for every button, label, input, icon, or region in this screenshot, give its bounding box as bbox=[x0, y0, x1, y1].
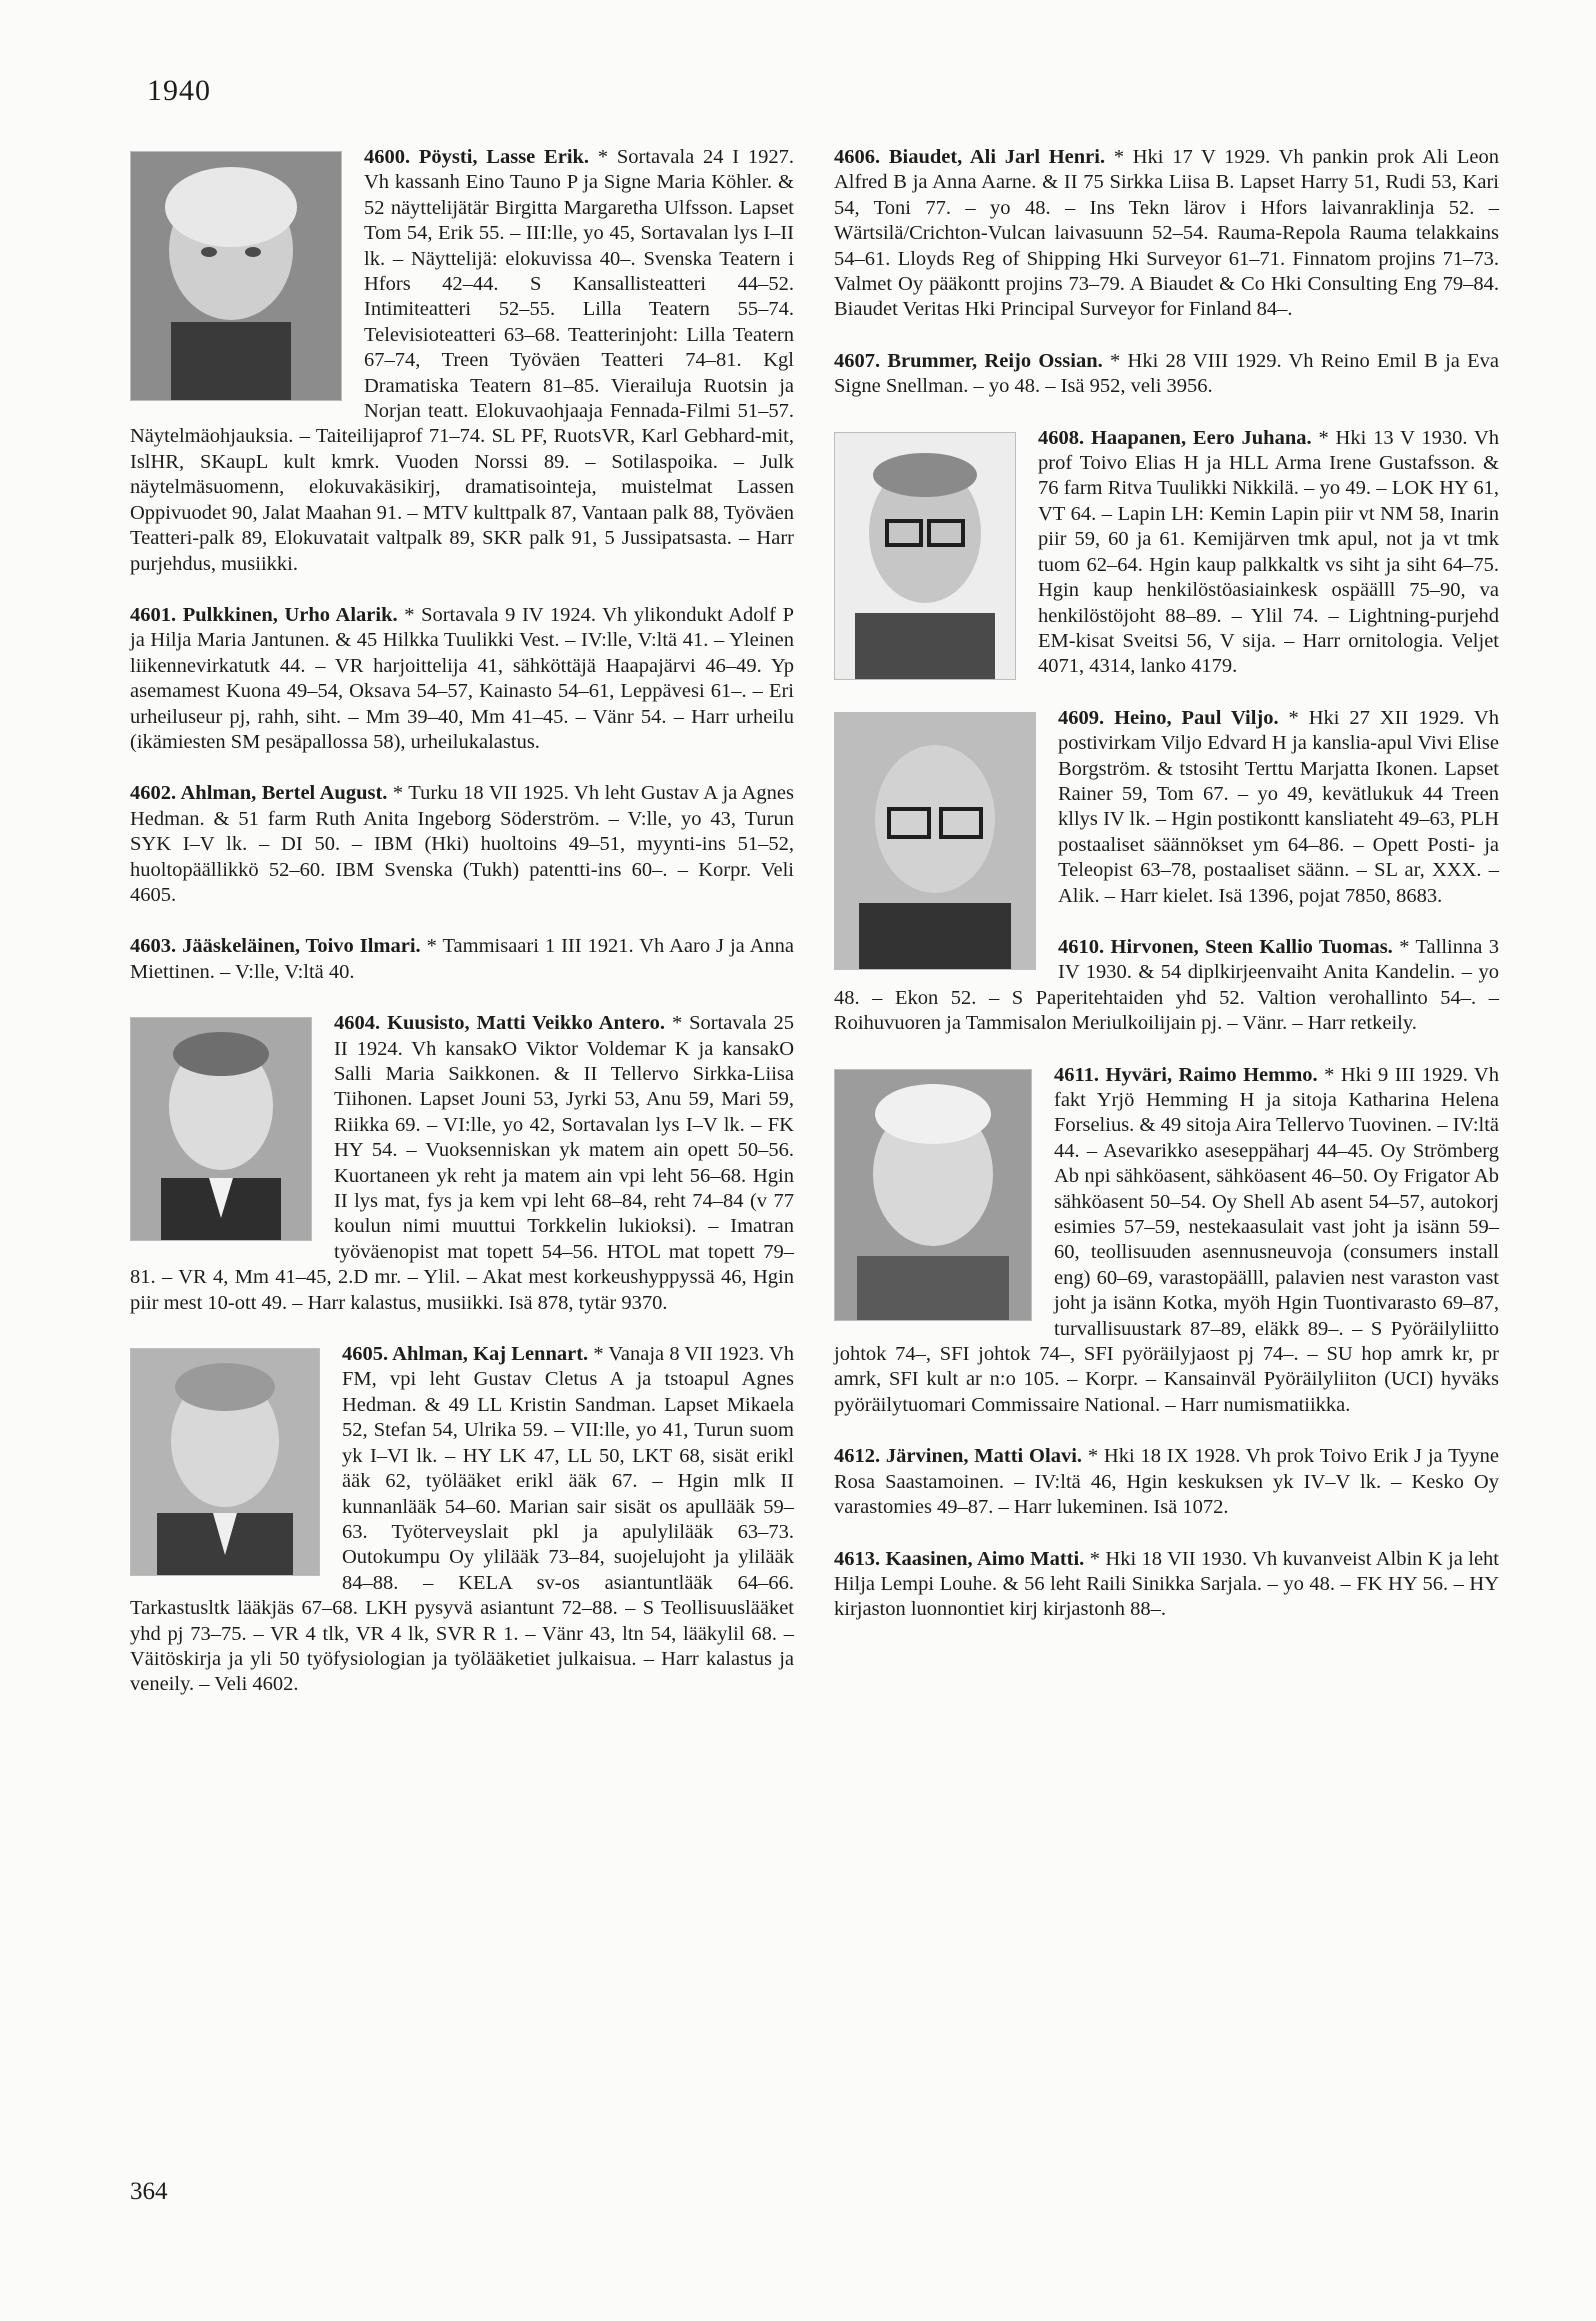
entry-body: * Hki 13 V 1930. Vh prof Toivo Elias H ja HLL Arma Irene Gustafsson. & 76 farm Ritva Tuulikki Nikkilä. – yo 49. – LOK HY 61, VT 64. – Lapin LH: Kemin Lapin piir vt NM 58, Inarin piir 59, 60 ja 61. Kemijärven tmk apul, not ja vt tmk tuom 62–64. Hgin kaup palkkaltk vs siht ja siht 64–75. Hgin kaup henkilöstöasiainkesk ospäälll 75–90, va henkilöstöjoht 88–89. – Ylil 74. – Lightning-purjehd EM-kisat Sveitsi 56, V sija. – Harr ornitologia. Veljet 4071, 4314, lanko 4179. bbox=[1038, 426, 1500, 678]
entry-heading: 4609. Heino, Paul Viljo. bbox=[1058, 706, 1279, 729]
entry-body: * Hki 28 VIII 1929. Vh Reino Emil B ja Eva Signe Snellman. – yo 48. – Isä 952, veli 3956. bbox=[834, 349, 1500, 398]
portrait-photo bbox=[834, 432, 1016, 680]
portrait-photo bbox=[130, 1348, 320, 1576]
entry-body: * Sortavala 24 I 1927. Vh kassanh Eino Tauno P ja Signe Maria Köhler. & 52 näyttelijätär Birgitta Margaretha Ulfsson. Lapset Tom 54, Erik 55. – III:lle, yo 45, Sortavalan lys I–II lk. – Näyttelijä: elokuvissa 40–. Svenska Teatern i Hfors 42–44. S Kansallisteatteri 44–52. Intimiteatteri 52–55. Lilla Teatern 55–74. Televisioteatteri 63–68. Teatterinjoht: Lilla Teatern 67–74, Treen Työväen Teatteri 74–81. Kgl Dramatiska Teatern 81–85. Vierailuja Ruotsin ja Norjan teatt. Elokuvaohjaaja Fennada-Filmi 51–57. Näytelmäohjauksia. – Taiteilijaprof 71–74. SL PF, RuotsVR, Karl Gebhard-mit, IslHR, SKaupL kult kmrk. Vuoden Norssi 89. – Sotilaspoika. – Julk näytelmäsuomenn, elokuvakäsikirj, dramatisointeja, muistelmat Lassen Oppivuodet 90, Jalat Maahan 91. – MTV kulttpalk 87, Vantaan palk 88, Työväen Teatteri-palk 89, Elokuvatait valtpalk 89, SKR palk 91, 5 Jussipatsasta. – Harr purjehdus, musiikki. bbox=[130, 146, 794, 575]
entry-heading: 4600. Pöysti, Lasse Erik. bbox=[364, 146, 590, 168]
left-column bbox=[130, 145, 794, 1698]
entry-4607 bbox=[834, 349, 1499, 400]
entry-body: * Hki 9 III 1929. Vh fakt Yrjö Hemming H ja sitoja Katharina Helena Forselius. & 49 sitoja Aira Tellervo Tuovinen. – IV:ltä 44. – Asevarikko aseseppäharj 44–45. Oy Strömberg Ab npi sähköasent, sähköasent 46–50. Oy Frigator Ab sähköasent 50–54. Oy Shell Ab asent 54–57, autokorj esimies 57–59, nestekaasulait vast joht ja isänn 59–60, teollisuuden asennusneuvoja (consumers install eng) 60–69, varastopäälll, palavien nest varaston vast joht ja isänn Kotka, myöh Hgin Tuontivarasto 69–87, turvallisuustark 87–89, eläkk 89–. – S Pyöräilyliitto johtok 74–, SFI johtok 74–, SFI pyöräilyjaost pj 74–. – SU hop amrk kr, pr amrk, SFI kult ar n:o 105. – Korpr. – Kansainväl Pyöräilyliiton (UCI) hyväks pyöräilytuomari Commissaire National. – Harr numismatiikka. bbox=[834, 1063, 1499, 1416]
entry-4603 bbox=[130, 934, 794, 985]
entry-heading: 4605. Ahlman, Kaj Lennart. bbox=[342, 1343, 589, 1366]
entry-4605 bbox=[130, 1342, 794, 1698]
entry-body: * Sortavala 9 IV 1924. Vh ylikondukt Adolf P ja Hilja Maria Jantunen. & 45 Hilkka Tuulikki Vest. – IV:lle, V:ltä 41. – Yleinen liikennevirkatutk 44. – VR harjoittelija 41, sähköttäjä Haapajärvi 46–49. Yp asemamest Kuona 49–54, Oksava 54–57, Kainasto 54–61, Leppävesi 61–. – Eri urheiluseur pj, rahh, siht. – Mm 39–40, Mm 41–45. – Vänr 54. – Harr urheilu (ikämiesten SM pesäpallossa 58), urheilukalastus. bbox=[130, 603, 794, 753]
portrait-photo bbox=[834, 712, 1036, 970]
entry-body: * Sortavala 25 II 1924. Vh kansakO Viktor Voldemar K ja kansakO Salli Maria Saikkonen. & II Tellervo Sirkka-Liisa Tiihonen. Lapset Jouni 53, Jyrki 53, Anu 59, Mari 59, Riikka 69. – VI:lle, yo 42, Sortavalan lys I–V lk. – FK HY 54. – Vuoksenniskan yk matem ain opett 50–56. Kuortaneen yk reht ja matem ain vpi leht 56–68. Hgin II lys mat, fys ja kem vpi leht 68–84, reht 74–84 (v 77 koulun nimi muuttui Torkkelin lukioksi). – Imatran työväenopist mat topett 54–56. HTOL mat topett 79–81. – VR 4, Mm 41–45, 2.D mr. – Ylil. – Akat mest korkeushyppyssä 46, Hgin piir mest 10-ott 49. – Harr kalastus, musiikki. Isä 878, tytär 9370. bbox=[130, 1012, 795, 1314]
entry-4612 bbox=[834, 1444, 1499, 1520]
page-number: 364 bbox=[130, 2178, 168, 2205]
entry-heading: 4613. Kaasinen, Aimo Matti. bbox=[834, 1547, 1085, 1570]
entry-4604 bbox=[130, 1011, 794, 1316]
entry-4611 bbox=[834, 1063, 1499, 1419]
portrait-photo bbox=[130, 151, 342, 401]
entry-body: * Hki 18 IX 1928. Vh prok Toivo Erik J ja Tyyne Rosa Saastamoinen. – IV:ltä 46, Hgin keskuksen yk IV–V lk. – Kesko Oy varastomies 49–87. – Harr lukeminen. Isä 1072. bbox=[834, 1445, 1500, 1519]
entry-4613 bbox=[834, 1547, 1499, 1623]
entry-body: * Vanaja 8 VII 1923. Vh FM, vpi leht Gustav Cletus A ja tstoapul Agnes Hedman. & 49 LL Kristin Sandman. Lapset Mikaela 52, Stefan 54, Ulrika 59. – VII:lle, yo 41, Turun suom yk I–VI lk. – HY LK 47, LL 50, LKT 68, sisät erikl ääk 62, työlääket erikl ääk 67. – Hgin mlk II kunnanlääk 54–60. Marian sair sisät os apullääk 59–63. Työterveyslait pkl ja apulylilääk 63–73. Outokumpu Oy ylilääk 73–84, suojelujoht ja ylilääk 84–88. – KELA sv-os asiantuntlääk 64–66. Tarkastusltk lääkjäs 67–68. LKH pysyvä asiantunt 72–88. – S Teollisuuslääket yhd pj 73–75. – VR 4 tlk, VR 4 lk, SVR R 1. – Vänr 43, ltn 54, lääkylil 68. – Väitöskirja ja yli 50 työfysiologian ja työlääketiet julkaisua. – Harr kalastus ja veneily. – Veli 4602. bbox=[130, 1343, 794, 1696]
portrait-photo bbox=[834, 1069, 1032, 1321]
entry-body: * Tammisaari 1 III 1921. Vh Aaro J ja Anna Miettinen. – V:lle, V:ltä 40. bbox=[130, 935, 794, 983]
entry-4609 bbox=[834, 706, 1499, 909]
entry-4608 bbox=[834, 426, 1499, 680]
portrait-photo bbox=[130, 1017, 312, 1241]
entry-body: * Hki 27 XII 1929. Vh postivirkam Viljo Edvard H ja kanslia-apul Vivi Elise Borgström. & tstosiht Terttu Marjatta Ikonen. Lapset Rainer 59, Tom 67. – yo 49, kevätlukuk 44 Treen kllys IV lk. – Hgin postikontt kansliateht 49–63, PLH postaaliset säännökset ym 64–86. – Opett Posti- ja Teleopist 63–78, postaaliset säänn. – SL ar, XXX. – Alik. – Harr kielet. Isä 1396, pojat 7850, 8683. bbox=[1058, 706, 1499, 907]
entry-body: * Tallinna 3 IV 1930. & 54 diplkirjeenvaiht Anita Kandelin. – yo 48. – Ekon 52. – S Paperitehtaiden yhd 52. Valtion verohallinto 54–. – Roihuvuoren ja Tammisalon Meriulkoilijain pj. – Vänr. – Harr retkeily. bbox=[834, 935, 1499, 1035]
entry-body: * Hki 18 VII 1930. Vh kuvanveist Albin K ja leht Hilja Lempi Louhe. & 56 leht Raili Sinikka Sarjala. – yo 48. – FK HY 56. – HY kirjaston luonnontiet kirj kirjastonh 88–. bbox=[834, 1547, 1499, 1621]
entry-4602 bbox=[130, 781, 794, 908]
entry-heading: 4610. Hirvonen, Steen Kallio Tuomas. bbox=[1058, 935, 1393, 958]
entry-heading: 4603. Jääskeläinen, Toivo Ilmari. bbox=[130, 935, 421, 958]
entry-heading: 4604. Kuusisto, Matti Veikko Antero. bbox=[334, 1012, 665, 1035]
entry-heading: 4602. Ahlman, Bertel August. bbox=[130, 782, 388, 805]
right-column bbox=[834, 145, 1499, 1623]
entry-heading: 4608. Haapanen, Eero Juhana. bbox=[1038, 426, 1312, 449]
page-year-heading: 1940 bbox=[147, 74, 211, 107]
entry-heading: 4606. Biaudet, Ali Jarl Henri. bbox=[834, 146, 1106, 168]
entry-4600 bbox=[130, 145, 794, 577]
entry-4606 bbox=[834, 145, 1499, 323]
entry-heading: 4612. Järvinen, Matti Olavi. bbox=[834, 1445, 1083, 1468]
entry-body: * Hki 17 V 1929. Vh pankin prok Ali Leon Alfred B ja Anna Aarne. & II 75 Sirkka Liisa B. Lapset Harry 51, Rudi 53, Kari 54, Toni 77. – yo 48. – Ins Tekn lärov i Hfors laivanraklinja 52. – Wärtsilä/Crichton-Vulcan laivasuunn 52–54. Rauma-Repola Rauma telakkains 54–61. Lloyds Reg of Shipping Hki Surveyor 61–71. Finnatom projins 71–73. Valmet Oy pääkontt projins 73–79. A Biaudet & Co Hki Consulting Eng 79–84. Biaudet Veritas Hki Principal Surveyor for Finland 84–. bbox=[834, 146, 1499, 321]
entry-heading: 4601. Pulkkinen, Urho Alarik. bbox=[130, 603, 398, 626]
entry-heading: 4611. Hyväri, Raimo Hemmo. bbox=[1054, 1063, 1318, 1086]
entry-heading: 4607. Brummer, Reijo Ossian. bbox=[834, 349, 1103, 372]
entry-body: * Turku 18 VII 1925. Vh leht Gustav A ja Agnes Hedman. & 51 farm Ruth Anita Ingeborg Söderström. – V:lle, yo 43, Turun SYK I–V lk. – DI 50. – IBM (Hki) huoltoins 49–51, myynti-ins 51–52, huoltopäällikkö 52–60. IBM Svenska (Tukh) patentti-ins 60–. – Korpr. Veli 4605. bbox=[130, 782, 795, 906]
entry-4601 bbox=[130, 603, 794, 755]
